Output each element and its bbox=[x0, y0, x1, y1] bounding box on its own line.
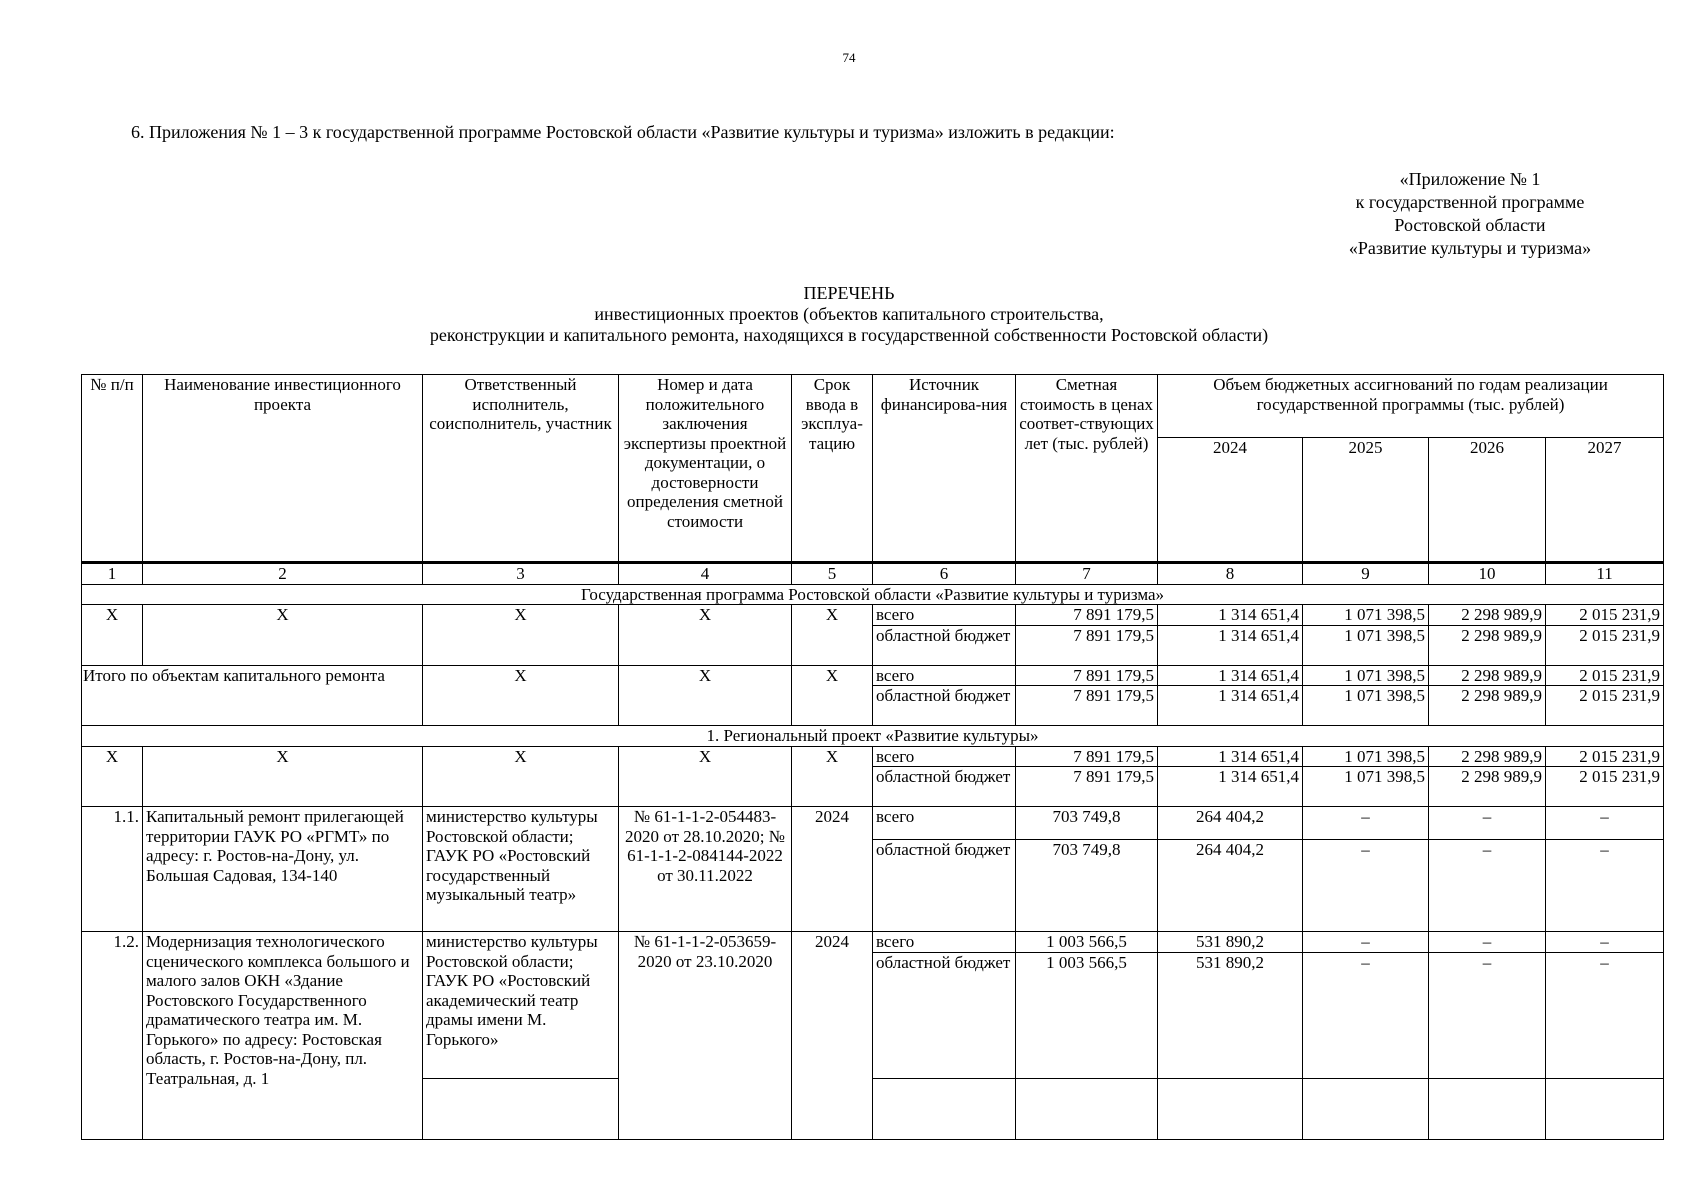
header-executor: Ответственный исполнитель, соисполнитель, участник bbox=[423, 375, 619, 563]
budget-2026: 2 298 989,9 bbox=[1429, 767, 1546, 807]
header-source: Источник финансирова-ния bbox=[873, 375, 1016, 563]
column-number: 11 bbox=[1546, 563, 1664, 585]
source-regional: областной бюджет bbox=[873, 767, 1016, 807]
project-number: 1.1. bbox=[82, 807, 143, 932]
source-total: всего bbox=[873, 605, 1016, 626]
appendix-caption bbox=[1300, 168, 1640, 260]
budget-2027: 2 015 231,9 bbox=[1546, 605, 1664, 626]
header-name: Наименование инвестиционного проекта bbox=[143, 375, 423, 563]
cost-value: 7 891 179,5 bbox=[1016, 746, 1158, 767]
header-year: 2025 bbox=[1303, 438, 1429, 563]
source-regional: областной бюджет bbox=[873, 686, 1016, 726]
source-regional: областной бюджет bbox=[873, 625, 1016, 665]
budget-2027: 2 015 231,9 bbox=[1546, 625, 1664, 665]
appendix-line: «Приложение № 1 bbox=[1399, 169, 1541, 189]
table-row bbox=[82, 807, 1664, 840]
x-mark: Х bbox=[792, 665, 873, 726]
x-mark: Х bbox=[619, 746, 792, 807]
budget-2024: 531 890,2 bbox=[1158, 952, 1303, 1078]
budget-2025: 1 071 398,5 bbox=[1303, 686, 1429, 726]
budget-2024: 1 314 651,4 bbox=[1158, 686, 1303, 726]
x-mark: Х bbox=[82, 605, 143, 666]
x-mark: Х bbox=[792, 746, 873, 807]
title-line: инвестиционных проектов (объектов капитального строительства, bbox=[594, 304, 1104, 324]
column-number: 3 bbox=[423, 563, 619, 585]
column-number: 5 bbox=[792, 563, 873, 585]
budget-2026: 2 298 989,9 bbox=[1429, 605, 1546, 626]
section-row bbox=[82, 584, 1664, 605]
budget-2025: 1 071 398,5 bbox=[1303, 605, 1429, 626]
empty-cell bbox=[1016, 1078, 1158, 1139]
budget-2027: 2 015 231,9 bbox=[1546, 686, 1664, 726]
source-total: всего bbox=[873, 746, 1016, 767]
project-name: Модернизация технологического сценического комплекса большого и малого залов ОКН «Здание Ростовского Государственного драматического театра им. М. Горького» по адресу: Ростовская область, г. Ростов-на-Дону, пл. Театральная, д. 1 bbox=[143, 932, 423, 1140]
column-number: 7 bbox=[1016, 563, 1158, 585]
appendix-line: Ростовской области bbox=[1394, 215, 1546, 235]
budget-2026: – bbox=[1429, 840, 1546, 932]
project-expertise: № 61-1-1-2-053659-2020 от 23.10.2020 bbox=[619, 932, 792, 1140]
appendix-line: к государственной программе bbox=[1355, 192, 1585, 212]
budget-2026: 2 298 989,9 bbox=[1429, 625, 1546, 665]
source-total: всего bbox=[873, 932, 1016, 953]
document-title bbox=[0, 283, 1698, 346]
budget-2025: 1 071 398,5 bbox=[1303, 767, 1429, 807]
column-number: 8 bbox=[1158, 563, 1303, 585]
appendix-line: «Развитие культуры и туризма» bbox=[1348, 238, 1592, 258]
empty-cell bbox=[1546, 1078, 1664, 1139]
cost-value: 703 749,8 bbox=[1016, 840, 1158, 932]
budget-2027: – bbox=[1546, 932, 1664, 953]
intro-paragraph: 6. Приложения № 1 – 3 к государственной программе Ростовской области «Развитие культуры и туризма» изложить в редакции: bbox=[131, 122, 1115, 142]
table-row bbox=[82, 746, 1664, 767]
budget-2025: – bbox=[1303, 932, 1429, 953]
source-total: всего bbox=[873, 807, 1016, 840]
table-row bbox=[82, 932, 1664, 953]
table-row bbox=[82, 665, 1664, 686]
header-term: Срок ввода в эксплуа-тацию bbox=[792, 375, 873, 563]
budget-2026: 2 298 989,9 bbox=[1429, 686, 1546, 726]
budget-2027: 2 015 231,9 bbox=[1546, 767, 1664, 807]
table-row bbox=[82, 605, 1664, 626]
column-number: 10 bbox=[1429, 563, 1546, 585]
budget-2024: 1 314 651,4 bbox=[1158, 605, 1303, 626]
x-mark: Х bbox=[619, 605, 792, 666]
investment-projects-table bbox=[81, 374, 1664, 1140]
section-row bbox=[82, 726, 1664, 747]
budget-2026: 2 298 989,9 bbox=[1429, 665, 1546, 686]
section-program-title: Государственная программа Ростовской области «Развитие культуры и туризма» bbox=[82, 584, 1664, 605]
budget-2025: – bbox=[1303, 840, 1429, 932]
header-cost: Сметная стоимость в ценах соответ-ствующих лет (тыс. рублей) bbox=[1016, 375, 1158, 563]
budget-2027: – bbox=[1546, 807, 1664, 840]
budget-2024: 1 314 651,4 bbox=[1158, 665, 1303, 686]
budget-2026: 2 298 989,9 bbox=[1429, 746, 1546, 767]
budget-2027: – bbox=[1546, 952, 1664, 1078]
budget-2027: 2 015 231,9 bbox=[1546, 665, 1664, 686]
cost-value: 1 003 566,5 bbox=[1016, 952, 1158, 1078]
budget-2024: 264 404,2 bbox=[1158, 807, 1303, 840]
title-line: ПЕРЕЧЕНЬ bbox=[803, 283, 895, 303]
x-mark: Х bbox=[423, 665, 619, 726]
cost-value: 7 891 179,5 bbox=[1016, 625, 1158, 665]
project-number: 1.2. bbox=[82, 932, 143, 1140]
title-line: реконструкции и капитального ремонта, находящихся в государственной собственности Ростовской области) bbox=[429, 325, 1269, 345]
empty-cell bbox=[1158, 1078, 1303, 1139]
source-total: всего bbox=[873, 665, 1016, 686]
empty-cell bbox=[1429, 1078, 1546, 1139]
cost-value: 7 891 179,5 bbox=[1016, 767, 1158, 807]
budget-2025: – bbox=[1303, 952, 1429, 1078]
budget-2026: – bbox=[1429, 932, 1546, 953]
section-regional-title: 1. Региональный проект «Развитие культуры» bbox=[82, 726, 1664, 747]
cost-value: 7 891 179,5 bbox=[1016, 605, 1158, 626]
header-row bbox=[82, 375, 1664, 438]
column-numbers-row bbox=[82, 563, 1664, 585]
x-mark: Х bbox=[143, 605, 423, 666]
project-term: 2024 bbox=[792, 932, 873, 1140]
column-number: 9 bbox=[1303, 563, 1429, 585]
header-year: 2027 bbox=[1546, 438, 1664, 563]
column-number: 4 bbox=[619, 563, 792, 585]
empty-cell bbox=[1303, 1078, 1429, 1139]
source-regional: областной бюджет bbox=[873, 952, 1016, 1078]
x-mark: Х bbox=[619, 665, 792, 726]
itogo-label: Итого по объектам капитального ремонта bbox=[82, 665, 423, 726]
empty-cell bbox=[423, 1078, 619, 1139]
budget-2024: 1 314 651,4 bbox=[1158, 625, 1303, 665]
budget-2025: 1 071 398,5 bbox=[1303, 665, 1429, 686]
budget-2025: 1 071 398,5 bbox=[1303, 746, 1429, 767]
page-number: 74 bbox=[842, 50, 856, 65]
budget-2026: – bbox=[1429, 807, 1546, 840]
budget-2024: 1 314 651,4 bbox=[1158, 767, 1303, 807]
project-executor: министерство культуры Ростовской области; ГАУК РО «Ростовский государственный музыкальный театр» bbox=[423, 807, 619, 932]
header-year: 2024 bbox=[1158, 438, 1303, 563]
cost-value: 7 891 179,5 bbox=[1016, 665, 1158, 686]
cost-value: 1 003 566,5 bbox=[1016, 932, 1158, 953]
budget-2027: – bbox=[1546, 840, 1664, 932]
budget-2027: 2 015 231,9 bbox=[1546, 746, 1664, 767]
budget-2025: – bbox=[1303, 807, 1429, 840]
cost-value: 703 749,8 bbox=[1016, 807, 1158, 840]
x-mark: Х bbox=[423, 605, 619, 666]
x-mark: Х bbox=[423, 746, 619, 807]
header-expertise: Номер и дата положительного заключения экспертизы проектной документации, о достоверности определения сметной стоимости bbox=[619, 375, 792, 563]
budget-2025: 1 071 398,5 bbox=[1303, 625, 1429, 665]
header-num: № п/п bbox=[82, 375, 143, 563]
header-year: 2026 bbox=[1429, 438, 1546, 563]
budget-2024: 1 314 651,4 bbox=[1158, 746, 1303, 767]
project-executor: министерство культуры Ростовской области; ГАУК РО «Ростовский академический театр драмы имени М. Горького» bbox=[423, 932, 619, 1079]
budget-2024: 264 404,2 bbox=[1158, 840, 1303, 932]
header-budget: Объем бюджетных ассигнований по годам реализации государственной программы (тыс. рублей) bbox=[1158, 375, 1664, 438]
column-number: 6 bbox=[873, 563, 1016, 585]
budget-2026: – bbox=[1429, 952, 1546, 1078]
project-name: Капитальный ремонт прилегающей территории ГАУК РО «РГМТ» по адресу: г. Ростов-на-Дону, ул. Большая Садовая, 134-140 bbox=[143, 807, 423, 932]
cost-value: 7 891 179,5 bbox=[1016, 686, 1158, 726]
column-number: 2 bbox=[143, 563, 423, 585]
x-mark: Х bbox=[82, 746, 143, 807]
x-mark: Х bbox=[143, 746, 423, 807]
column-number: 1 bbox=[82, 563, 143, 585]
x-mark: Х bbox=[792, 605, 873, 666]
budget-2024: 531 890,2 bbox=[1158, 932, 1303, 953]
empty-cell bbox=[873, 1078, 1016, 1139]
source-regional: областной бюджет bbox=[873, 840, 1016, 932]
project-expertise: № 61-1-1-2-054483-2020 от 28.10.2020; № 61-1-1-2-084144-2022 от 30.11.2022 bbox=[619, 807, 792, 932]
project-term: 2024 bbox=[792, 807, 873, 932]
